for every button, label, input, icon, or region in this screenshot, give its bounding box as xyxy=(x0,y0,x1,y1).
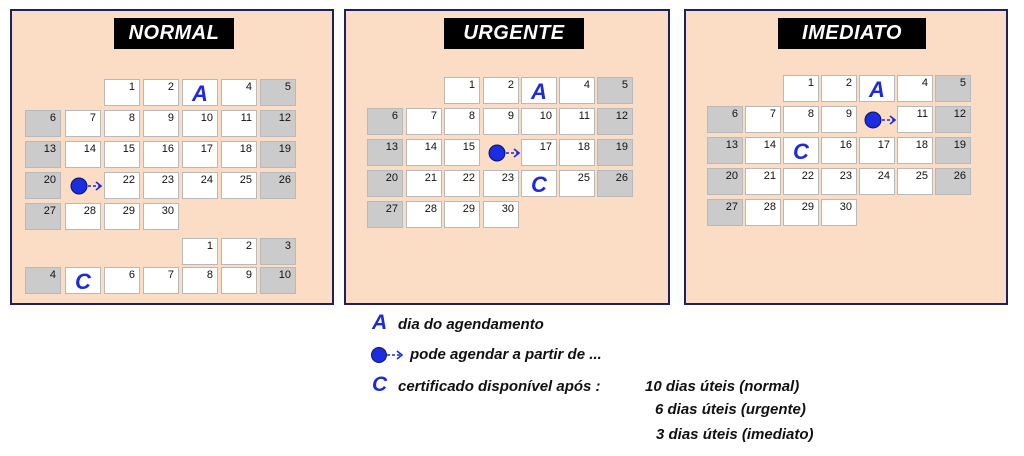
day-number: 19 xyxy=(953,139,966,151)
day-number: 8 xyxy=(206,269,213,281)
day-number: 13 xyxy=(385,141,398,153)
calendar-day-cell xyxy=(221,79,257,106)
day-number: 12 xyxy=(615,110,628,122)
panel-title: IMEDIATO xyxy=(778,18,926,49)
legend-a-text: dia do agendamento xyxy=(398,316,544,333)
day-number: 13 xyxy=(43,143,56,155)
legend-a-marker: A xyxy=(372,311,388,334)
calendar-day-cell xyxy=(65,203,101,230)
calendar-day-cell xyxy=(143,141,179,168)
calendar-day-cell xyxy=(260,267,296,294)
day-number: 26 xyxy=(953,170,966,182)
day-number: 8 xyxy=(468,110,475,122)
panel-title: NORMAL xyxy=(114,18,234,49)
day-number: 2 xyxy=(167,81,174,93)
day-number: 17 xyxy=(877,139,890,151)
day-number: 30 xyxy=(839,201,852,213)
day-number: 6 xyxy=(128,269,135,281)
calendar-day-cell xyxy=(221,267,257,294)
calendar-day-cell xyxy=(104,267,140,294)
earliest-booking-cell xyxy=(859,106,895,133)
panel-urgente xyxy=(344,9,670,305)
calendar-day-cell xyxy=(597,77,633,104)
day-number: 3 xyxy=(284,240,291,252)
calendar-day-cell xyxy=(783,75,819,102)
calendar-day-cell xyxy=(559,170,595,197)
day-number: 30 xyxy=(501,203,514,215)
day-number: 25 xyxy=(577,172,590,184)
calendar-day-cell xyxy=(25,267,61,294)
calendar-day-cell xyxy=(483,108,519,135)
day-number: 2 xyxy=(845,77,852,89)
day-number: 22 xyxy=(801,170,814,182)
day-number: 20 xyxy=(43,174,56,186)
day-number: 21 xyxy=(424,172,437,184)
calendar-day-cell xyxy=(143,172,179,199)
calendar-day-cell xyxy=(521,108,557,135)
certificate-ready-cell xyxy=(783,137,819,164)
calendar-day-cell xyxy=(65,110,101,137)
calendar-day-cell xyxy=(25,172,61,199)
calendar-day-cell xyxy=(597,139,633,166)
schedule-marker: A xyxy=(192,81,208,106)
calendar-day-cell xyxy=(367,139,403,166)
scheduling-day-cell xyxy=(182,79,218,106)
day-number: 9 xyxy=(845,108,852,120)
day-number: 29 xyxy=(462,203,475,215)
day-number: 2 xyxy=(507,79,514,91)
day-number: 27 xyxy=(43,205,56,217)
scheduling-day-cell xyxy=(521,77,557,104)
day-number: 29 xyxy=(122,205,135,217)
day-number: 26 xyxy=(615,172,628,184)
booking-dot-arrow-icon xyxy=(70,176,106,201)
calendar-day-cell xyxy=(745,168,781,195)
day-number: 26 xyxy=(278,174,291,186)
calendar-day-cell xyxy=(65,141,101,168)
calendar-day-cell xyxy=(444,108,480,135)
day-number: 7 xyxy=(430,110,437,122)
calendar-day-cell xyxy=(935,106,971,133)
calendar-day-cell xyxy=(707,106,743,133)
legend-c-normal: 10 dias úteis (normal) xyxy=(645,378,800,395)
earliest-booking-cell xyxy=(483,139,519,166)
day-number: 10 xyxy=(539,110,552,122)
day-number: 24 xyxy=(200,174,213,186)
day-number: 17 xyxy=(200,143,213,155)
calendar-day-cell xyxy=(104,110,140,137)
day-number: 23 xyxy=(839,170,852,182)
panel-title: URGENTE xyxy=(444,18,584,49)
day-number: 15 xyxy=(122,143,135,155)
day-number: 9 xyxy=(507,110,514,122)
legend-c-urgente: 6 dias úteis (urgente) xyxy=(655,401,806,418)
calendar-day-cell xyxy=(745,199,781,226)
calendar-day-cell xyxy=(143,267,179,294)
calendar-day-cell xyxy=(260,172,296,199)
day-number: 28 xyxy=(83,205,96,217)
calendar-day-cell xyxy=(367,108,403,135)
day-number: 12 xyxy=(953,108,966,120)
booking-dot-arrow-icon xyxy=(864,110,900,135)
calendar-day-cell xyxy=(745,106,781,133)
calendar-day-cell xyxy=(143,203,179,230)
calendar-day-cell xyxy=(783,199,819,226)
certificate-marker: C xyxy=(75,269,91,294)
day-number: 7 xyxy=(769,108,776,120)
calendar-day-cell xyxy=(821,168,857,195)
day-number: 23 xyxy=(161,174,174,186)
day-number: 6 xyxy=(391,110,398,122)
scheduling-day-cell xyxy=(859,75,895,102)
legend-c-text: certificado disponível após : xyxy=(398,378,601,395)
calendar-day-cell xyxy=(444,139,480,166)
panel-imediato xyxy=(684,9,1008,305)
day-number: 6 xyxy=(731,108,738,120)
day-number: 7 xyxy=(167,269,174,281)
calendar-day-cell xyxy=(935,75,971,102)
certificate-ready-cell xyxy=(521,170,557,197)
day-number: 22 xyxy=(462,172,475,184)
calendar-day-cell xyxy=(707,199,743,226)
day-number: 18 xyxy=(239,143,252,155)
calendar-day-cell xyxy=(597,170,633,197)
day-number: 8 xyxy=(128,112,135,124)
calendar-day-cell xyxy=(859,137,895,164)
calendar-day-cell xyxy=(483,201,519,228)
calendar-day-cell xyxy=(821,137,857,164)
calendar-day-cell xyxy=(597,108,633,135)
day-number: 12 xyxy=(278,112,291,124)
legend-dot-text: pode agendar a partir de ... xyxy=(410,346,602,363)
day-number: 16 xyxy=(839,139,852,151)
calendar-day-cell xyxy=(897,106,933,133)
calendar-day-cell xyxy=(483,77,519,104)
calendar-day-cell xyxy=(104,141,140,168)
calendar-day-cell xyxy=(406,139,442,166)
day-number: 22 xyxy=(122,174,135,186)
day-number: 17 xyxy=(539,141,552,153)
day-number: 8 xyxy=(807,108,814,120)
day-number: 9 xyxy=(245,269,252,281)
day-number: 21 xyxy=(763,170,776,182)
calendar-day-cell xyxy=(182,110,218,137)
legend-c-imediato: 3 dias úteis (imediato) xyxy=(656,426,814,443)
certificate-marker: C xyxy=(531,172,547,197)
day-number: 25 xyxy=(239,174,252,186)
calendar-day-cell xyxy=(104,79,140,106)
calendar-day-cell xyxy=(182,267,218,294)
day-number: 7 xyxy=(89,112,96,124)
legend-dot-icon xyxy=(371,346,407,369)
calendar-day-cell xyxy=(406,201,442,228)
day-number: 4 xyxy=(49,269,56,281)
panel-normal xyxy=(10,9,334,305)
day-number: 6 xyxy=(49,112,56,124)
day-number: 18 xyxy=(915,139,928,151)
day-number: 25 xyxy=(915,170,928,182)
calendar-day-cell xyxy=(25,110,61,137)
day-number: 27 xyxy=(385,203,398,215)
calendar-day-cell xyxy=(182,141,218,168)
day-number: 4 xyxy=(921,77,928,89)
calendar-day-cell xyxy=(367,201,403,228)
day-number: 15 xyxy=(462,141,475,153)
calendar-day-cell xyxy=(260,141,296,168)
day-number: 5 xyxy=(284,81,291,93)
day-number: 30 xyxy=(161,205,174,217)
calendar-day-cell xyxy=(182,172,218,199)
calendar-day-cell xyxy=(25,141,61,168)
calendar-day-cell xyxy=(444,201,480,228)
calendar-day-cell xyxy=(221,238,257,265)
calendar-day-cell xyxy=(182,238,218,265)
calendar-day-cell xyxy=(25,203,61,230)
schedule-marker: A xyxy=(869,77,885,102)
calendar-day-cell xyxy=(897,75,933,102)
calendar-day-cell xyxy=(483,170,519,197)
day-number: 19 xyxy=(615,141,628,153)
calendar-day-cell xyxy=(221,141,257,168)
calendar-day-cell xyxy=(221,172,257,199)
calendar-day-cell xyxy=(221,110,257,137)
day-number: 16 xyxy=(161,143,174,155)
earliest-booking-cell xyxy=(65,172,101,199)
day-number: 11 xyxy=(240,112,252,124)
calendar-day-cell xyxy=(444,77,480,104)
day-number: 11 xyxy=(916,108,928,120)
calendar-day-cell xyxy=(444,170,480,197)
calendar-day-cell xyxy=(260,79,296,106)
calendar-day-cell xyxy=(143,79,179,106)
calendar-day-cell xyxy=(897,137,933,164)
calendar-day-cell xyxy=(783,106,819,133)
day-number: 11 xyxy=(578,110,590,122)
certificate-marker: C xyxy=(793,139,809,164)
day-number: 10 xyxy=(278,269,291,281)
calendar-day-cell xyxy=(143,110,179,137)
day-number: 18 xyxy=(577,141,590,153)
schedule-marker: A xyxy=(531,79,547,104)
calendar-day-cell xyxy=(821,106,857,133)
calendar-day-cell xyxy=(104,203,140,230)
day-number: 4 xyxy=(245,81,252,93)
day-number: 13 xyxy=(725,139,738,151)
day-number: 28 xyxy=(763,201,776,213)
calendar-day-cell xyxy=(821,75,857,102)
calendar-day-cell xyxy=(559,108,595,135)
day-number: 23 xyxy=(501,172,514,184)
day-number: 20 xyxy=(725,170,738,182)
day-number: 1 xyxy=(468,79,475,91)
calendar-day-cell xyxy=(521,139,557,166)
calendar-day-cell xyxy=(935,137,971,164)
day-number: 5 xyxy=(621,79,628,91)
day-number: 28 xyxy=(424,203,437,215)
legend-c-marker: C xyxy=(372,373,388,396)
calendar-day-cell xyxy=(260,238,296,265)
day-number: 24 xyxy=(877,170,890,182)
day-number: 10 xyxy=(200,112,213,124)
calendar-day-cell xyxy=(559,139,595,166)
day-number: 20 xyxy=(385,172,398,184)
day-number: 1 xyxy=(128,81,135,93)
day-number: 27 xyxy=(725,201,738,213)
calendar-day-cell xyxy=(707,168,743,195)
calendar-day-cell xyxy=(745,137,781,164)
calendar-day-cell xyxy=(559,77,595,104)
day-number: 29 xyxy=(801,201,814,213)
calendar-day-cell xyxy=(821,199,857,226)
certificate-ready-cell xyxy=(65,267,101,294)
day-number: 1 xyxy=(206,240,213,252)
day-number: 19 xyxy=(278,143,291,155)
calendar-day-cell xyxy=(260,110,296,137)
calendar-day-cell xyxy=(897,168,933,195)
calendar-day-cell xyxy=(406,108,442,135)
day-number: 14 xyxy=(83,143,96,155)
day-number: 4 xyxy=(583,79,590,91)
booking-dot-arrow-icon xyxy=(488,143,524,168)
calendar-day-cell xyxy=(935,168,971,195)
day-number: 14 xyxy=(424,141,437,153)
day-number: 5 xyxy=(959,77,966,89)
day-number: 1 xyxy=(807,77,814,89)
day-number: 2 xyxy=(245,240,252,252)
calendar-day-cell xyxy=(406,170,442,197)
day-number: 14 xyxy=(763,139,776,151)
calendar-day-cell xyxy=(367,170,403,197)
calendar-day-cell xyxy=(707,137,743,164)
day-number: 9 xyxy=(167,112,174,124)
calendar-day-cell xyxy=(104,172,140,199)
calendar-day-cell xyxy=(859,168,895,195)
calendar-day-cell xyxy=(783,168,819,195)
